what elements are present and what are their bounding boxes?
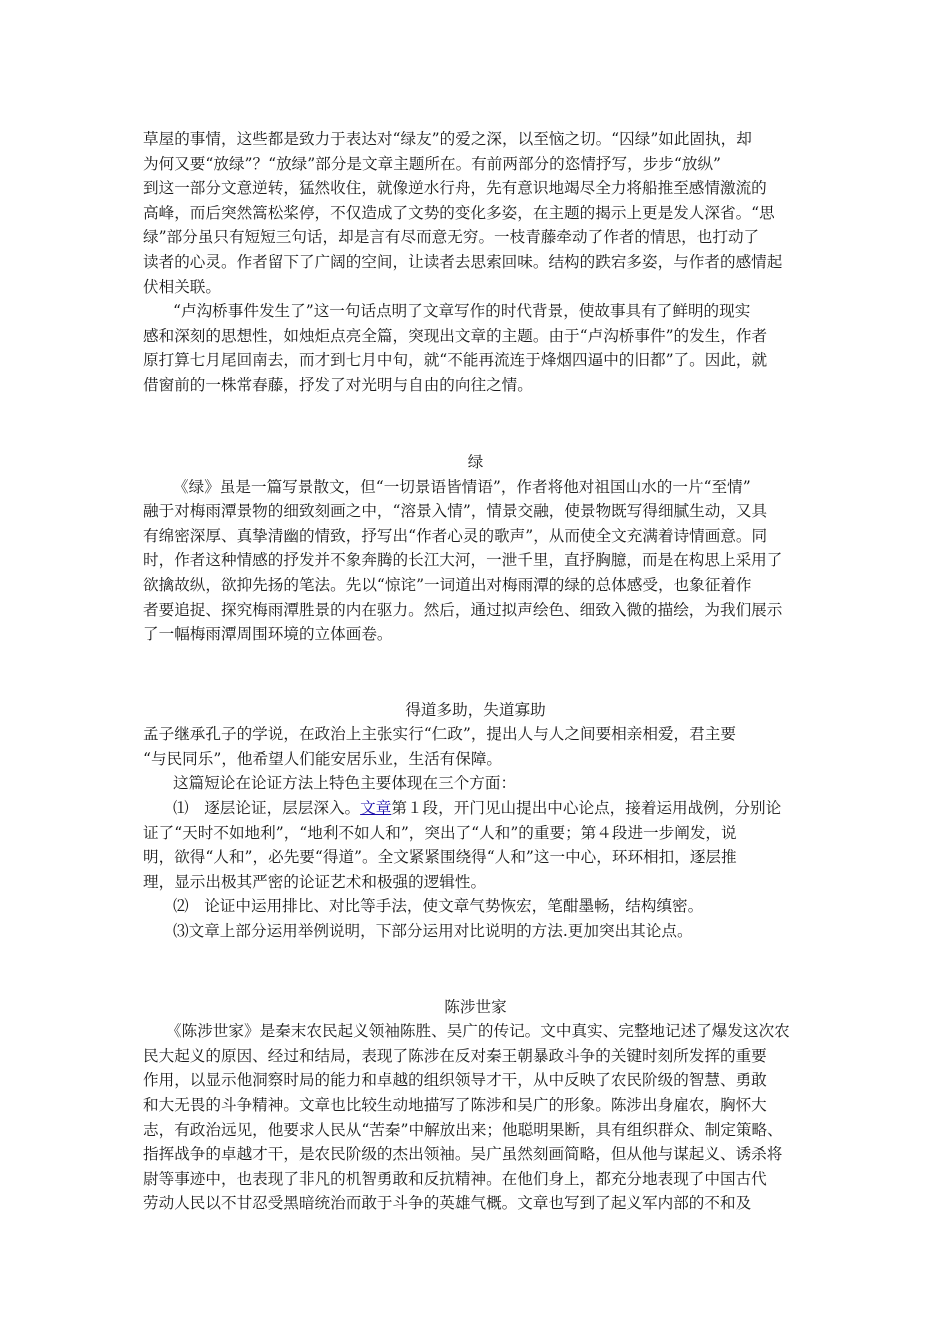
paragraph-line: 欲擒故纵，欲抑先扬的笔法。先以“惊诧”一词道出对梅雨潭的绿的总体感受，也象征着作 [143,576,752,594]
paragraph-line: 绿”部分虽只有短短三句话，却是言有尽而意无穷。一枝青藤牵动了作者的情思，也打动了 [143,228,760,246]
list-item-text: 第１段，开门见山提出中心论点，接着运用战例，分别论 [391,799,782,817]
paragraph-line: 劳动人民以不甘忍受黑暗统治而敢于斗争的英雄气概。文章也写到了起义军内部的不和及 [143,1194,752,1212]
paragraph-line [173,796,808,820]
paragraph-line: 明，欲得“人和”，必先要“得道”。全文紧紧围绕得“人和”这一中心，环环相扣，逐层推 [143,848,737,866]
paragraph-line: 志，有政治远见，他要求人民从“苦秦”中解放出来；他聪明果断，具有组织群众、制定策略、 [143,1121,783,1139]
paragraph-line: 原打算七月尾回南去，而才到七月中旬，就“不能再流连于烽烟四逼中的旧都”了。因此，就 [143,351,768,369]
paragraph-line: 有绵密深厚、真挚清幽的情致，抒写出“作者心灵的歌声”，从而使全文充满着诗情画意。同 [143,527,768,545]
paragraph-line: 孟子继承孔子的学说，在政治上主张实行“仁政”，提出人与人之间要相亲相爱，君主要 [143,725,736,743]
paragraph-line: 《陈涉世家》是秦末农民起义领袖陈胜、吴广的传记。文中真实、完整地记述了爆发这次农 [166,1022,790,1040]
paragraph-line: 融于对梅雨潭景物的细致刻画之中，“溶景入情”，情景交融，使景物既写得细腻生动，又具 [143,502,768,520]
paragraph-line: 尉等事迹中，也表现了非凡的机智勇敢和反抗精神。在他们身上，都充分地表现了中国古代 [143,1170,767,1188]
section-title: 绿 [467,453,484,471]
paragraph-line: “卢沟桥事件发生了”这一句话点明了文章写作的时代背景，使故事具有了鲜明的现实 [173,302,751,320]
paragraph-line: 这篇短论在论证方法上特色主要体现在三个方面： [173,774,517,792]
paragraph-line: 高峰，而后突然篙松桨停，不仅造成了文势的变化多姿，在主题的揭示上更是发人深省。“思 [143,204,775,222]
paragraph-line: 到这一部分文意逆转，猛然收住，就像逆水行舟，先有意识地竭尽全力将船推至感情激流的 [143,179,767,197]
paragraph-line: 草屋的事情，这些都是致力于表达对“绿友”的爱之深，以至恼之切。“囚绿”如此固执，却 [143,130,752,148]
paragraph-line: 民大起义的原因、经过和结局，表现了陈涉在反对秦王朝暴政斗争的关键时刻所发挥的重要 [143,1047,767,1065]
paragraph-line: 感和深刻的思想性，如烛炬点亮全篇，突现出文章的主题。由于“卢沟桥事件”的发生，作者 [143,327,768,345]
paragraph-line: 了一幅梅雨潭周围环境的立体画卷。 [143,625,393,643]
section-title: 得道多助，失道寡助 [405,701,546,719]
paragraph-line: ⑶文章上部分运用举例说明，下部分运用对比说明的方法.更加突出其论点。 [173,922,693,940]
paragraph-line: 者要追捉、探究梅雨潭胜景的内在驱力。然后，通过拟声绘色、细致入微的描绘，为我们展示 [143,601,783,619]
section-title: 陈涉世家 [444,998,507,1016]
paragraph-line: 为何又要“放绿”？“放绿”部分是文章主题所在。有前两部分的恣情抒写，步步“放纵” [143,155,722,173]
paragraph-line: ⑵ 论证中运用排比、对比等手法，使文章气势恢宏，笔酣墨畅，结构缜密。 [173,897,704,915]
paragraph-line: 伏相关联。 [143,278,221,296]
paragraph-line: 借窗前的一株常春藤，抒发了对光明与自由的向往之情。 [143,376,533,394]
paragraph-line: 证了“天时不如地利”，“地利不如人和”，突出了“人和”的重要；第４段进一步阐发，说 [143,824,737,842]
paragraph-line: 《绿》虽是一篇写景散文，但“一切景语皆情语”，作者将他对祖国山水的一片“至情” [173,478,751,496]
paragraph-line: 指挥战争的卓越才干，是农民阶级的杰出领袖。吴广虽然刻画简略，但从他与谋起义、诱杀将 [143,1145,783,1163]
paragraph-line: 作用，以显示他洞察时局的能力和卓越的组织领导才干，从中反映了农民阶级的智慧、勇敢 [143,1071,767,1089]
paragraph-line: 和大无畏的斗争精神。文章也比较生动地描写了陈涉和吴广的形象。陈涉出身雇农，胸怀大 [143,1096,767,1114]
paragraph-line: 读者的心灵。作者留下了广阔的空间，让读者去思索回味。结构的跌宕多姿，与作者的感情起 [143,253,783,271]
paragraph-line: “与民同乐”，他希望人们能安居乐业，生活有保障。 [143,750,503,768]
list-item-text: ⑴ 逐层论证，层层深入。 [173,799,361,817]
paragraph-line: 理，显示出极其严密的论证艺术和极强的逻辑性。 [143,873,487,891]
article-link[interactable]: 文章 [360,799,392,817]
paragraph-line: 时，作者这种情感的抒发并不象奔腾的长江大河，一泄千里，直抒胸臆，而是在构思上采用了 [143,551,783,569]
